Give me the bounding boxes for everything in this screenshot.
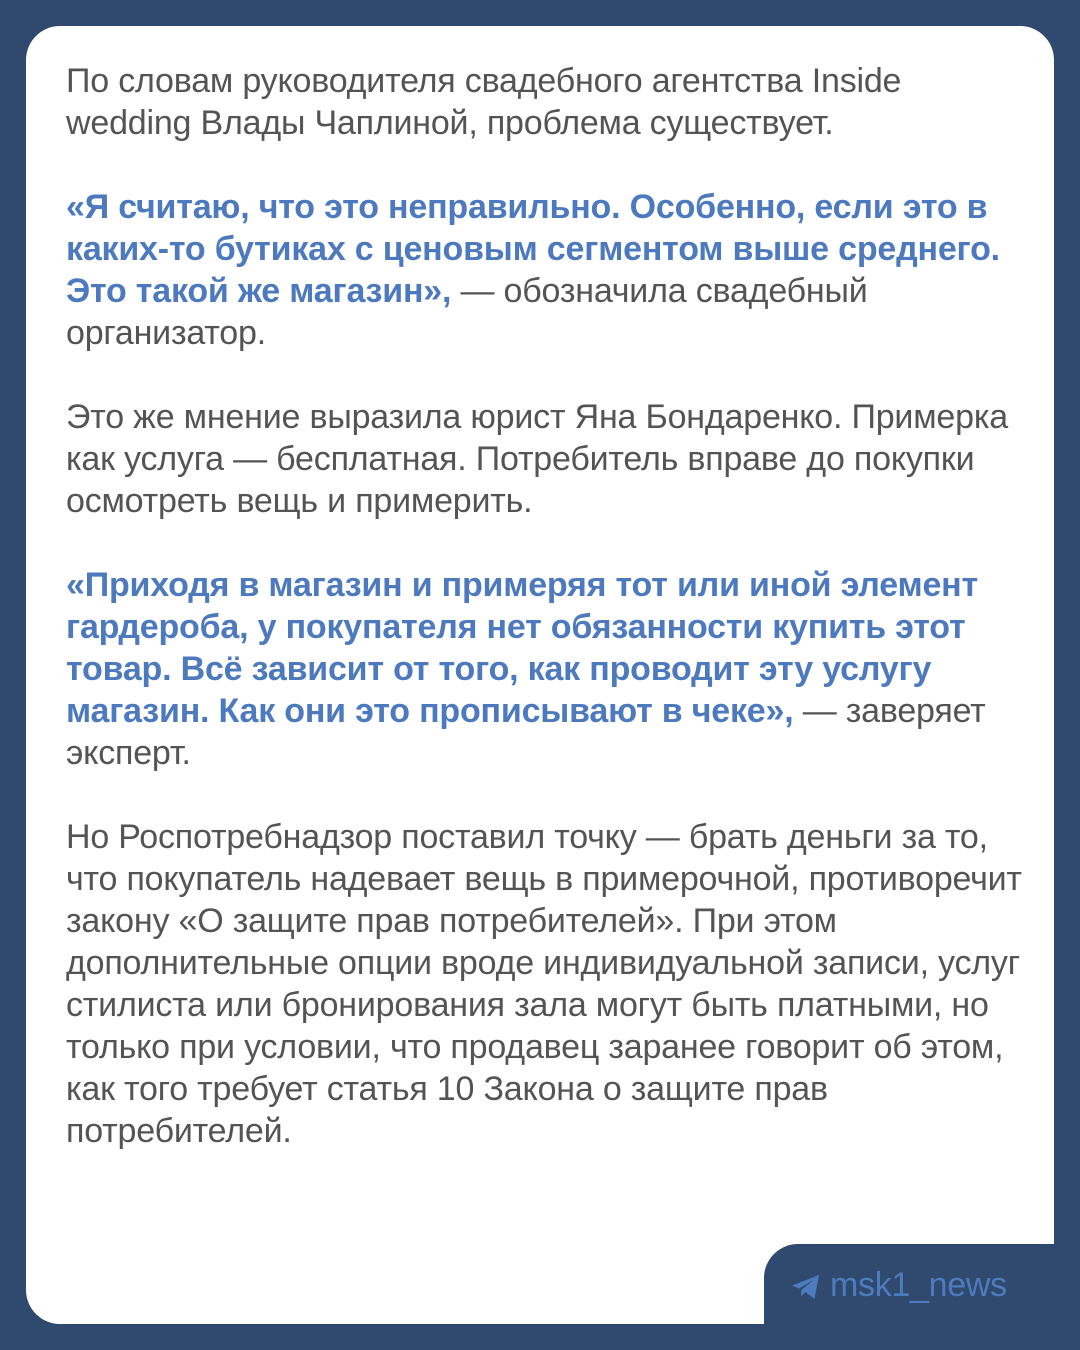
channel-handle: msk1_news	[830, 1265, 1007, 1304]
content-card	[26, 26, 1054, 1324]
paragraph-intro: По словам руководителя свадебного агентства Inside wedding Влады Чаплиной, проблема существует.	[66, 62, 902, 142]
paragraph-quote-expert	[66, 564, 1034, 774]
quote-expert-attribution: — заверяет эксперт.	[66, 692, 986, 772]
article-body	[66, 60, 1034, 1194]
quote-expert: «Приходя в магазин и примеряя тот или иной элемент гардероба, у покупателя нет обязанности купить этот товар. Всё зависит от того, как проводит эту услугу магазин. Как они это прописывают в чеке»,	[66, 566, 978, 730]
quote-organizer: «Я считаю, что это неправильно. Особенно, если это в каких-то бутиках с ценовым сегментом выше среднего. Это такой же магазин»,	[66, 188, 1000, 310]
paragraph-quote-organizer	[66, 186, 1034, 354]
telegram-icon	[790, 1271, 822, 1299]
paragraph-rospotrebnadzor: Но Роспотребнадзор поставил точку — брать деньги за то, что покупатель надевает вещь в примерочной, противоречит закону «О защите прав потребителей». При этом дополнительные опции вроде индивидуальной записи, услуг стилиста или бронирования зала могут быть платными, но только при условии, что продавец заранее говорит об этом, как того требует статья 10 Закона о защите прав потребителей.	[66, 818, 1022, 1150]
paragraph-lawyer-opinion: Это же мнение выразила юрист Яна Бондаренко. Примерка как услуга — бесплатная. Потребитель вправе до покупки осмотреть вещь и примерить.	[66, 398, 1008, 520]
channel-handle-link[interactable]	[790, 1262, 1007, 1308]
quote-organizer-attribution: — обозначила свадебный организатор.	[66, 272, 868, 352]
